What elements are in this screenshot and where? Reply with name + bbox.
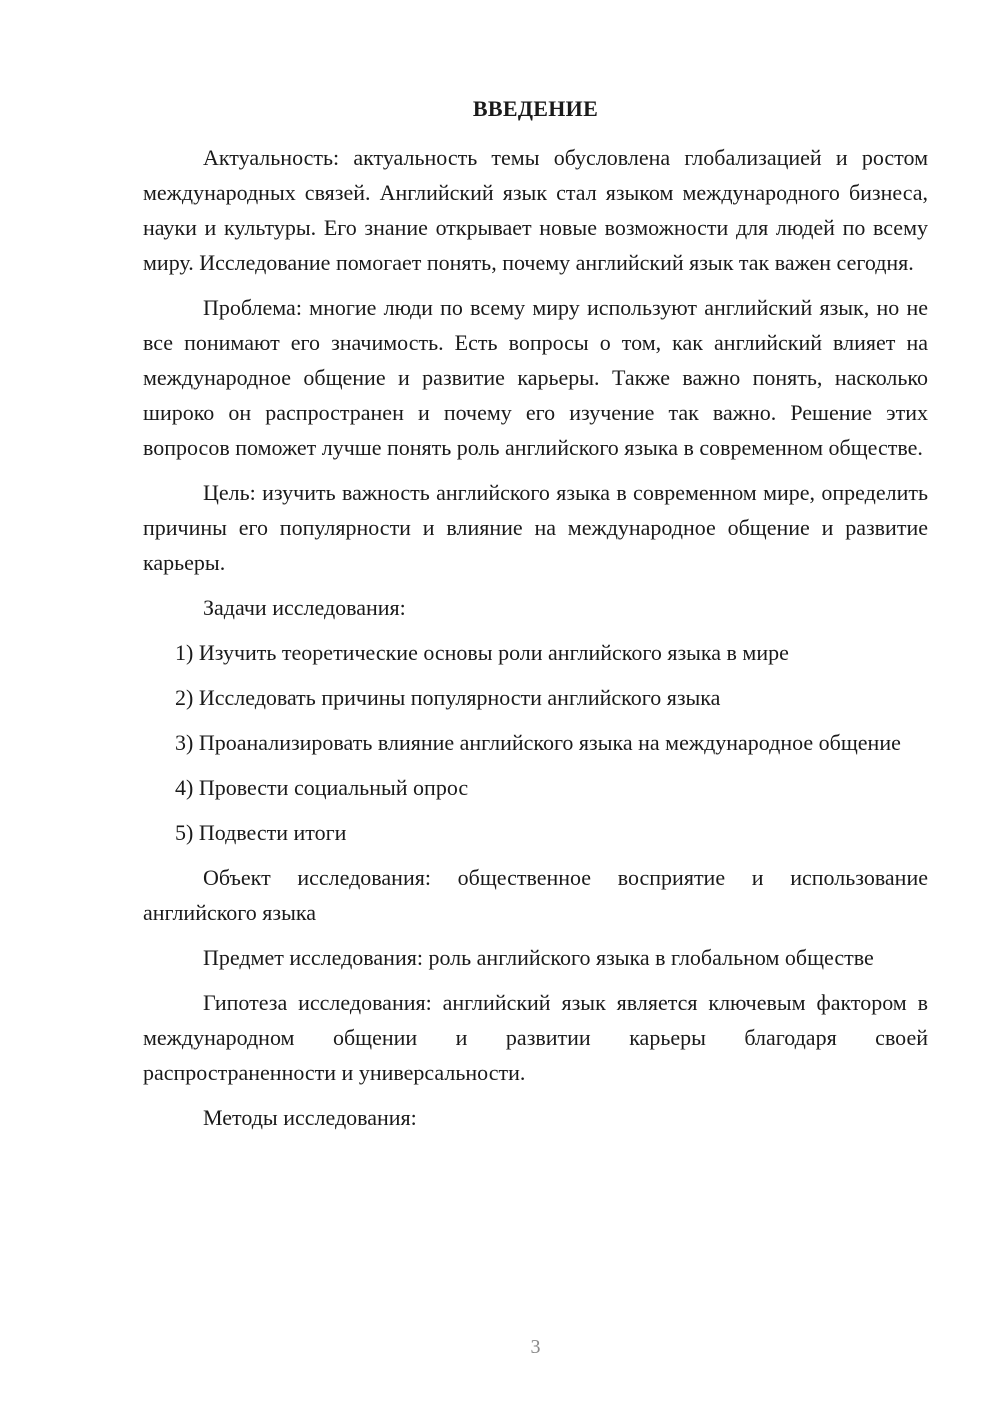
document-body bbox=[143, 140, 928, 1145]
task-item: 5) Подвести итоги bbox=[175, 820, 347, 845]
paragraph-subject: Предмет исследования: роль английского языка в глобальном обществе bbox=[203, 945, 874, 970]
task-item: 4) Провести социальный опрос bbox=[175, 775, 469, 800]
task-item: 2) Исследовать причины популярности английского языка bbox=[175, 685, 721, 710]
task-item: 3) Проанализировать влияние английского языка на международное общение bbox=[175, 730, 901, 755]
paragraph-problem: Проблема: многие люди по всему миру используют английский язык, но не все понимают его значимость. Есть вопросы о том, как английский влияет на международное общение и развитие карьеры. Также важно понять, насколько широко он распространен и почему его изучение так важно. Решение этих вопросов поможет лучше понять роль английского языка в современном обществе. bbox=[143, 295, 928, 460]
document-page bbox=[143, 0, 928, 1414]
page-number: 3 bbox=[530, 1336, 541, 1358]
task-item: 1) Изучить теоретические основы роли английского языка в мире bbox=[175, 640, 789, 665]
paragraph-relevance: Актуальность: актуальность темы обусловлена глобализацией и ростом международных связей. Английский язык стал языком международного бизнеса, науки и культуры. Его знание открывает новые возможности для людей по всему миру. Исследование помогает понять, почему английский язык так важен сегодня. bbox=[143, 145, 928, 275]
section-heading: ВВЕДЕНИЕ bbox=[472, 96, 599, 121]
paragraph-tasks-heading: Задачи исследования: bbox=[203, 595, 406, 620]
paragraph-methods: Методы исследования: bbox=[203, 1105, 417, 1130]
paragraph-object: Объект исследования: общественное восприятие и использование английского языка bbox=[143, 865, 928, 925]
paragraph-hypothesis: Гипотеза исследования: английский язык является ключевым фактором в международном общении и развитии карьеры благодаря своей распространенности и универсальности. bbox=[143, 990, 928, 1085]
paragraph-goal: Цель: изучить важность английского языка в современном мире, определить причины его популярности и влияние на международное общение и развитие карьеры. bbox=[143, 480, 928, 575]
